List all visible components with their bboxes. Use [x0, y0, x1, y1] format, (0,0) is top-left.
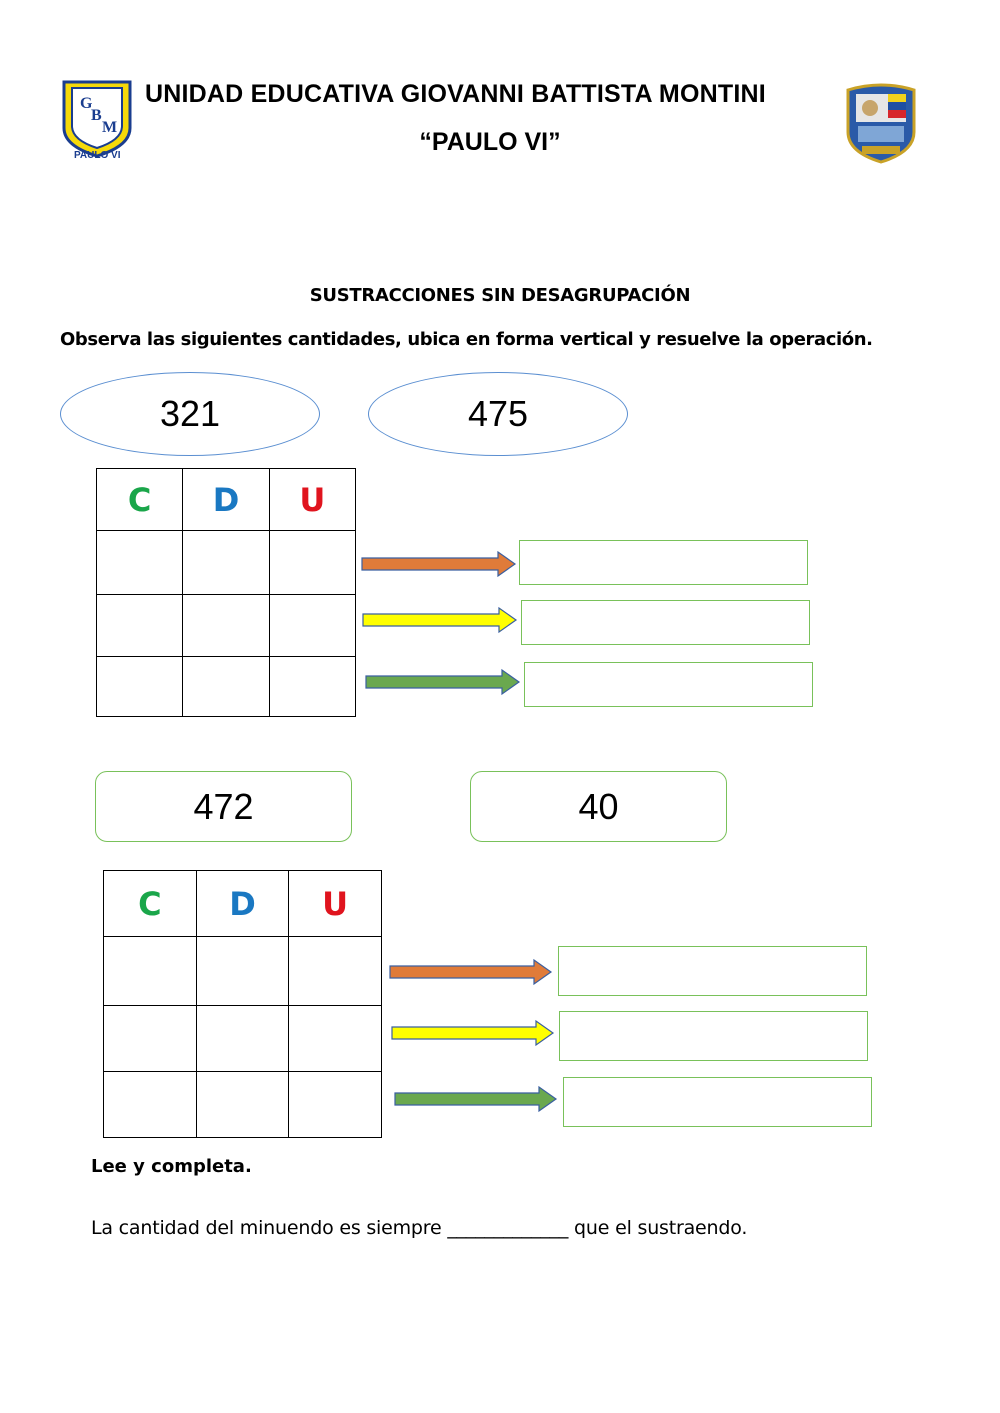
- cell-input[interactable]: [97, 657, 183, 717]
- column-header-d: D: [196, 871, 289, 937]
- cell-input[interactable]: [269, 595, 355, 657]
- column-header-u: U: [269, 469, 355, 531]
- cell-input[interactable]: [104, 1006, 197, 1072]
- answer-box-2[interactable]: [521, 600, 810, 645]
- cell-input[interactable]: [183, 531, 269, 595]
- logo-caption: PAULO VI: [74, 150, 121, 161]
- answer-box-3[interactable]: [524, 662, 813, 707]
- school-crest-right: [842, 80, 920, 166]
- orange-arrow-icon: [388, 958, 554, 986]
- cell-input[interactable]: [269, 657, 355, 717]
- yellow-arrow-icon: [361, 606, 519, 634]
- cell-input[interactable]: [196, 1072, 289, 1138]
- completion-heading: Lee y completa.: [91, 1156, 252, 1177]
- answer-box-1[interactable]: [519, 540, 808, 585]
- orange-arrow-icon: [360, 550, 518, 578]
- column-header-c: C: [104, 871, 197, 937]
- yellow-arrow-icon: [390, 1019, 556, 1047]
- number-oval-2: 475: [368, 372, 628, 456]
- instruction-text: Observa las siguientes cantidades, ubica en forma vertical y resuelve la operación.: [60, 329, 873, 350]
- svg-text:B: B: [91, 107, 102, 124]
- svg-text:G: G: [80, 95, 93, 112]
- column-header-c: C: [97, 469, 183, 531]
- answer-box-5[interactable]: [559, 1011, 868, 1061]
- completion-sentence: La cantidad del minuendo es siempre _____________ que el sustraendo.: [91, 1217, 748, 1239]
- green-arrow-icon: [364, 668, 522, 696]
- worksheet-title: SUSTRACCIONES SIN DESAGRUPACIÓN: [309, 285, 691, 306]
- svg-text:M: M: [102, 119, 118, 136]
- cell-input[interactable]: [289, 1006, 382, 1072]
- school-subname: “PAULO VI”: [419, 128, 561, 156]
- cell-input[interactable]: [289, 1072, 382, 1138]
- cell-input[interactable]: [97, 595, 183, 657]
- cell-input[interactable]: [289, 937, 382, 1006]
- school-name: UNIDAD EDUCATIVA GIOVANNI BATTISTA MONTINI: [145, 80, 766, 108]
- cdu-table-2: [103, 870, 382, 1138]
- number-box-2: 40: [470, 771, 727, 842]
- cell-input[interactable]: [104, 1072, 197, 1138]
- cell-input[interactable]: [269, 531, 355, 595]
- column-header-u: U: [289, 871, 382, 937]
- cell-input[interactable]: [196, 937, 289, 1006]
- cell-input[interactable]: [183, 657, 269, 717]
- answer-box-6[interactable]: [563, 1077, 872, 1127]
- cdu-table-1: [96, 468, 356, 717]
- green-arrow-icon: [393, 1085, 559, 1113]
- cell-input[interactable]: [104, 937, 197, 1006]
- column-header-d: D: [183, 469, 269, 531]
- cell-input[interactable]: [97, 531, 183, 595]
- number-oval-1: 321: [60, 372, 320, 456]
- cell-input[interactable]: [196, 1006, 289, 1072]
- answer-box-4[interactable]: [558, 946, 867, 996]
- number-box-1: 472: [95, 771, 352, 842]
- cell-input[interactable]: [183, 595, 269, 657]
